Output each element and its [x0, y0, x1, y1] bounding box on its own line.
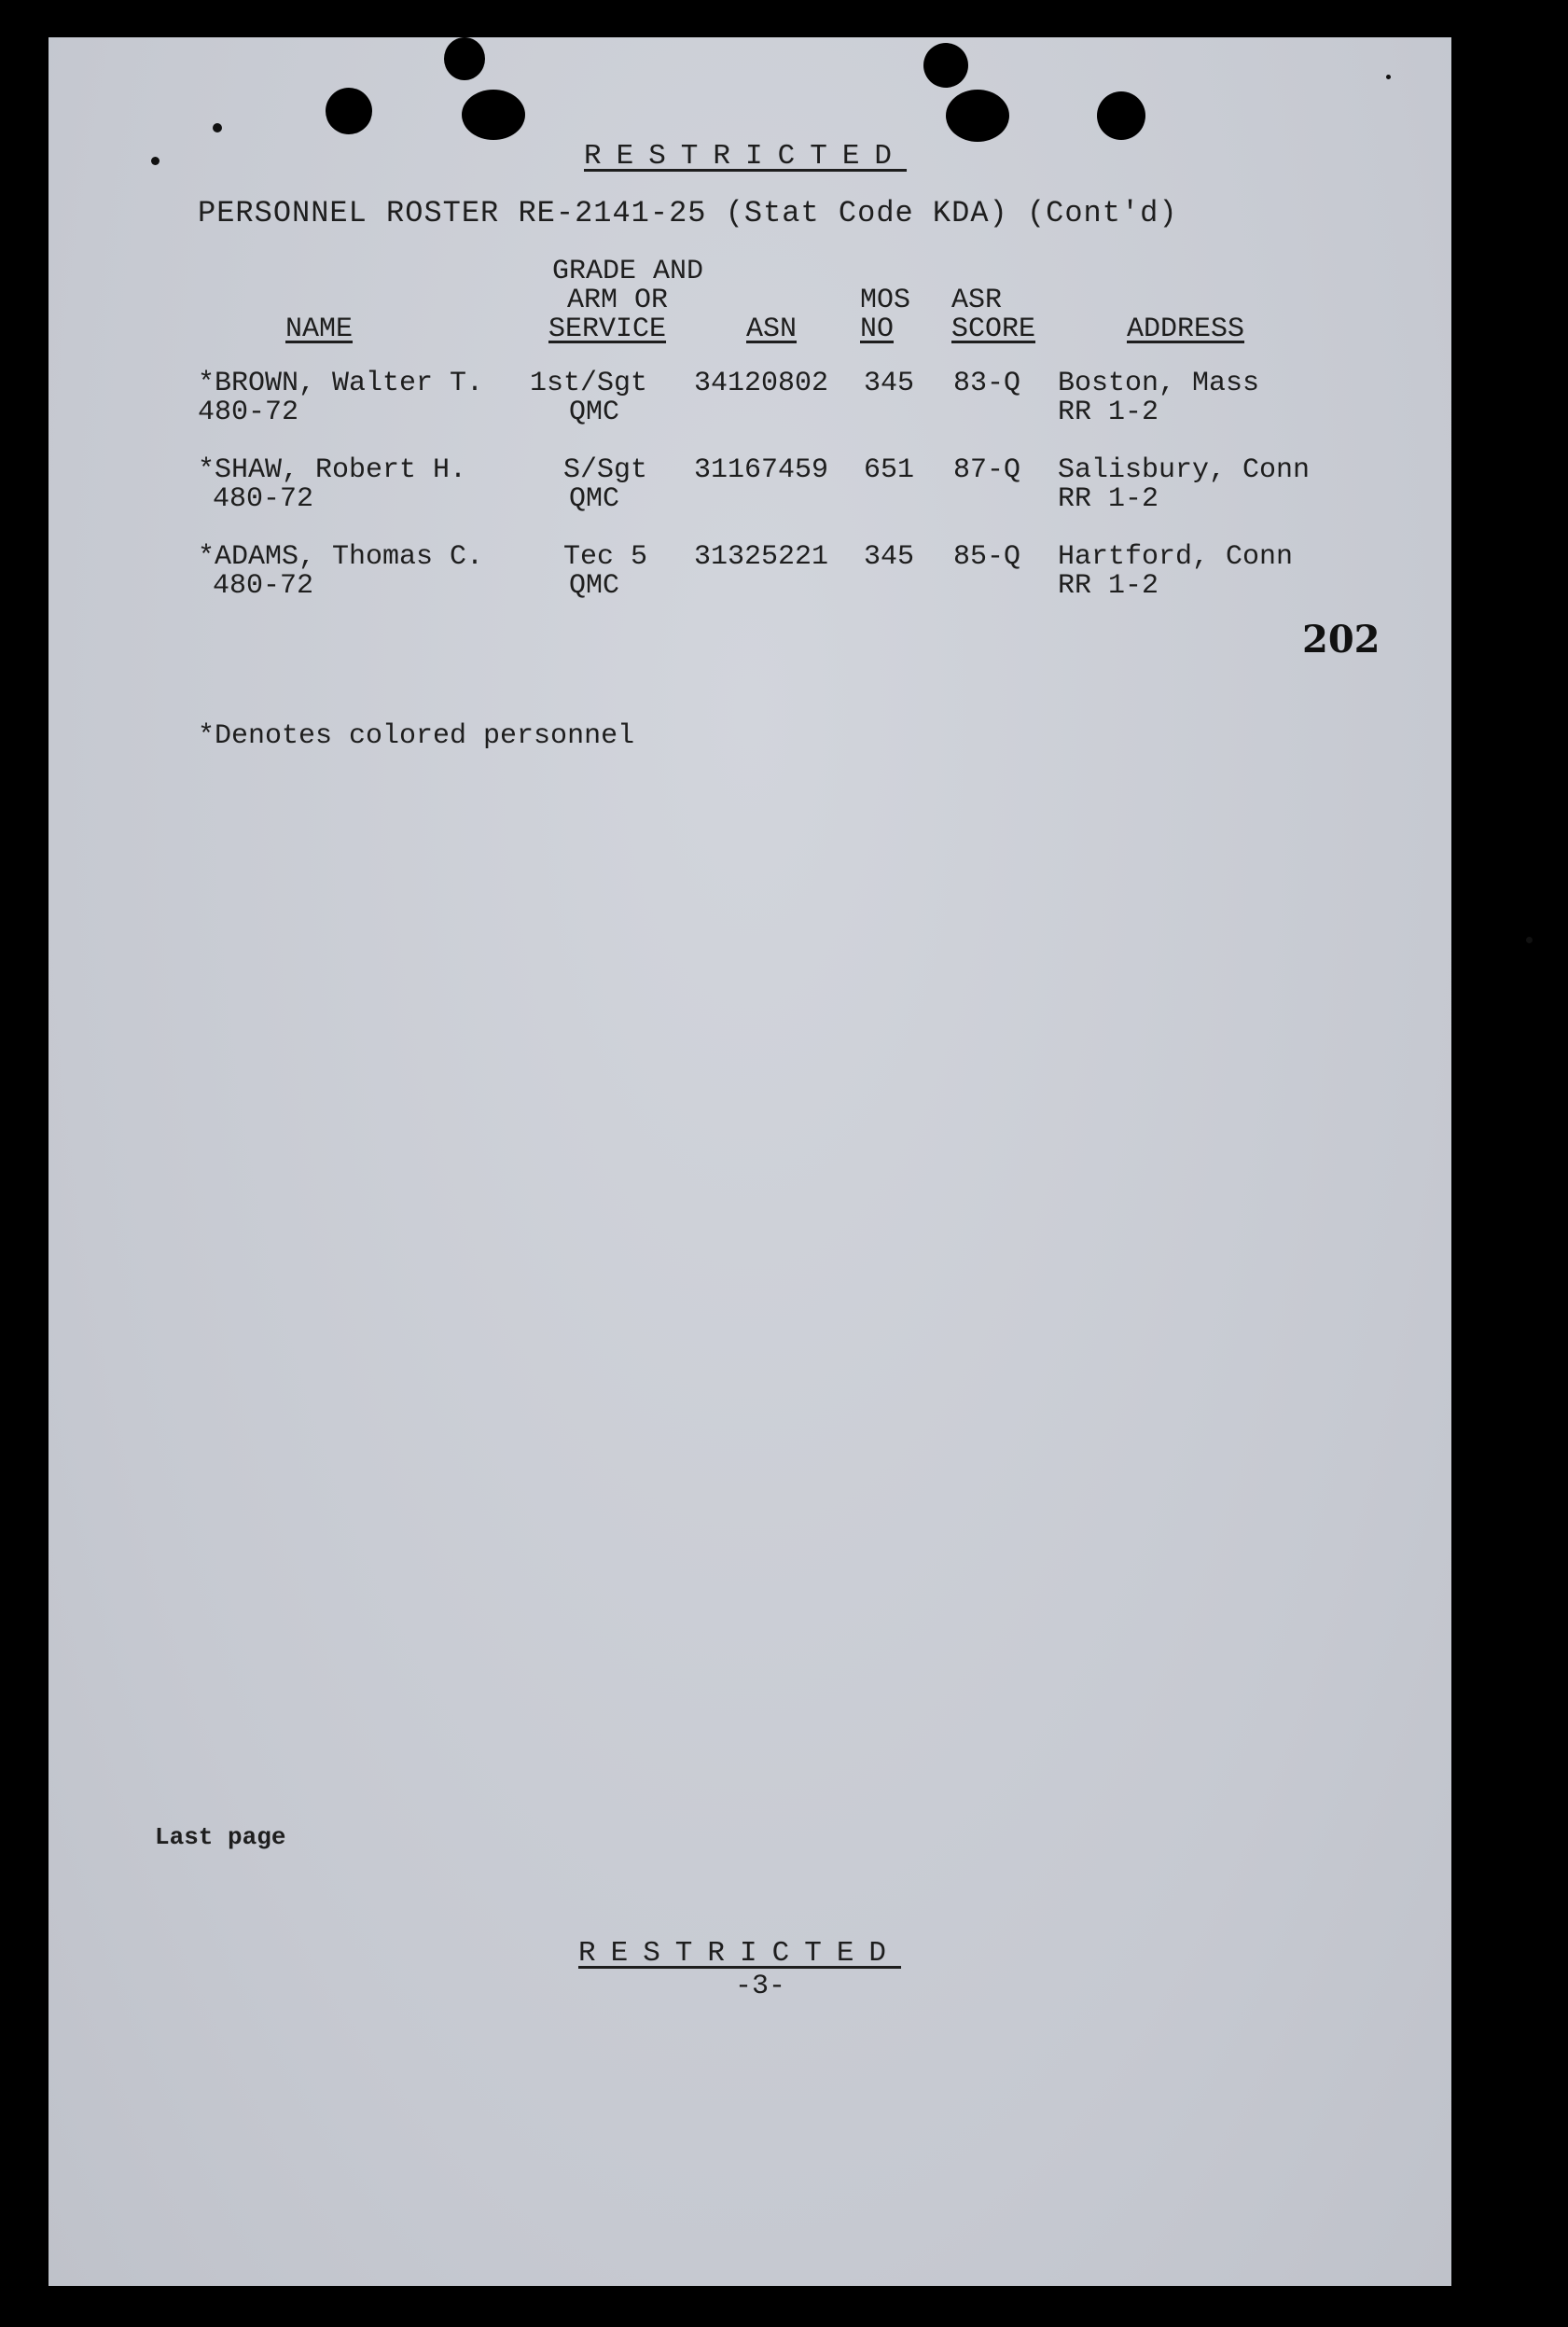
- punch-hole: [326, 88, 372, 134]
- row-grade: S/Sgt QMC: [563, 454, 648, 515]
- mos-header: MOS NO: [860, 285, 911, 345]
- row-address: Hartford, Conn RR 1-2: [1058, 541, 1294, 602]
- row-asn: 31167459: [694, 454, 829, 486]
- restricted-header: RESTRICTED: [584, 140, 908, 173]
- roster-title: PERSONNEL ROSTER RE-2141-25 (Stat Code KDA) (Cont'd): [198, 196, 1178, 230]
- row-mos: 345: [864, 541, 915, 573]
- punch-hole: [462, 90, 525, 140]
- asn-header: ASN: [746, 314, 798, 345]
- speck: [151, 157, 160, 165]
- footnote: *Denotes colored personnel: [198, 720, 635, 752]
- stamp-number: 202: [1302, 618, 1381, 662]
- row-grade: 1st/Sgt QMC: [530, 368, 648, 428]
- row-name: *SHAW, Robert H. 480-72: [198, 454, 467, 515]
- speck: [1386, 75, 1391, 79]
- row-asr: 85-Q: [953, 541, 1021, 573]
- row-mos: 651: [864, 454, 915, 486]
- speck: [1526, 937, 1533, 943]
- speck: [213, 123, 222, 132]
- document-page: [49, 37, 1451, 2286]
- row-address: Boston, Mass RR 1-2: [1058, 368, 1260, 428]
- row-asr: 87-Q: [953, 454, 1021, 486]
- punch-hole: [946, 90, 1009, 142]
- row-name: *BROWN, Walter T. 480-72: [198, 368, 484, 428]
- row-address: Salisbury, Conn RR 1-2: [1058, 454, 1311, 515]
- asr-header: ASR SCORE: [951, 285, 1036, 345]
- name-header: NAME: [285, 314, 354, 345]
- row-grade: Tec 5 QMC: [563, 541, 648, 602]
- restricted-footer: RESTRICTED: [578, 1937, 902, 1970]
- grade-header: GRADE AND ARM OR SERVICE: [548, 256, 704, 345]
- last-page-label: Last page: [155, 1823, 286, 1851]
- row-asn: 31325221: [694, 541, 829, 573]
- page-number: -3-: [735, 1971, 786, 2002]
- row-asr: 83-Q: [953, 368, 1021, 399]
- address-header: ADDRESS: [1127, 314, 1245, 345]
- punch-hole: [923, 43, 968, 88]
- row-mos: 345: [864, 368, 915, 399]
- punch-hole: [1097, 91, 1145, 140]
- row-asn: 34120802: [694, 368, 829, 399]
- punch-hole: [444, 37, 485, 80]
- row-name: *ADAMS, Thomas C. 480-72: [198, 541, 484, 602]
